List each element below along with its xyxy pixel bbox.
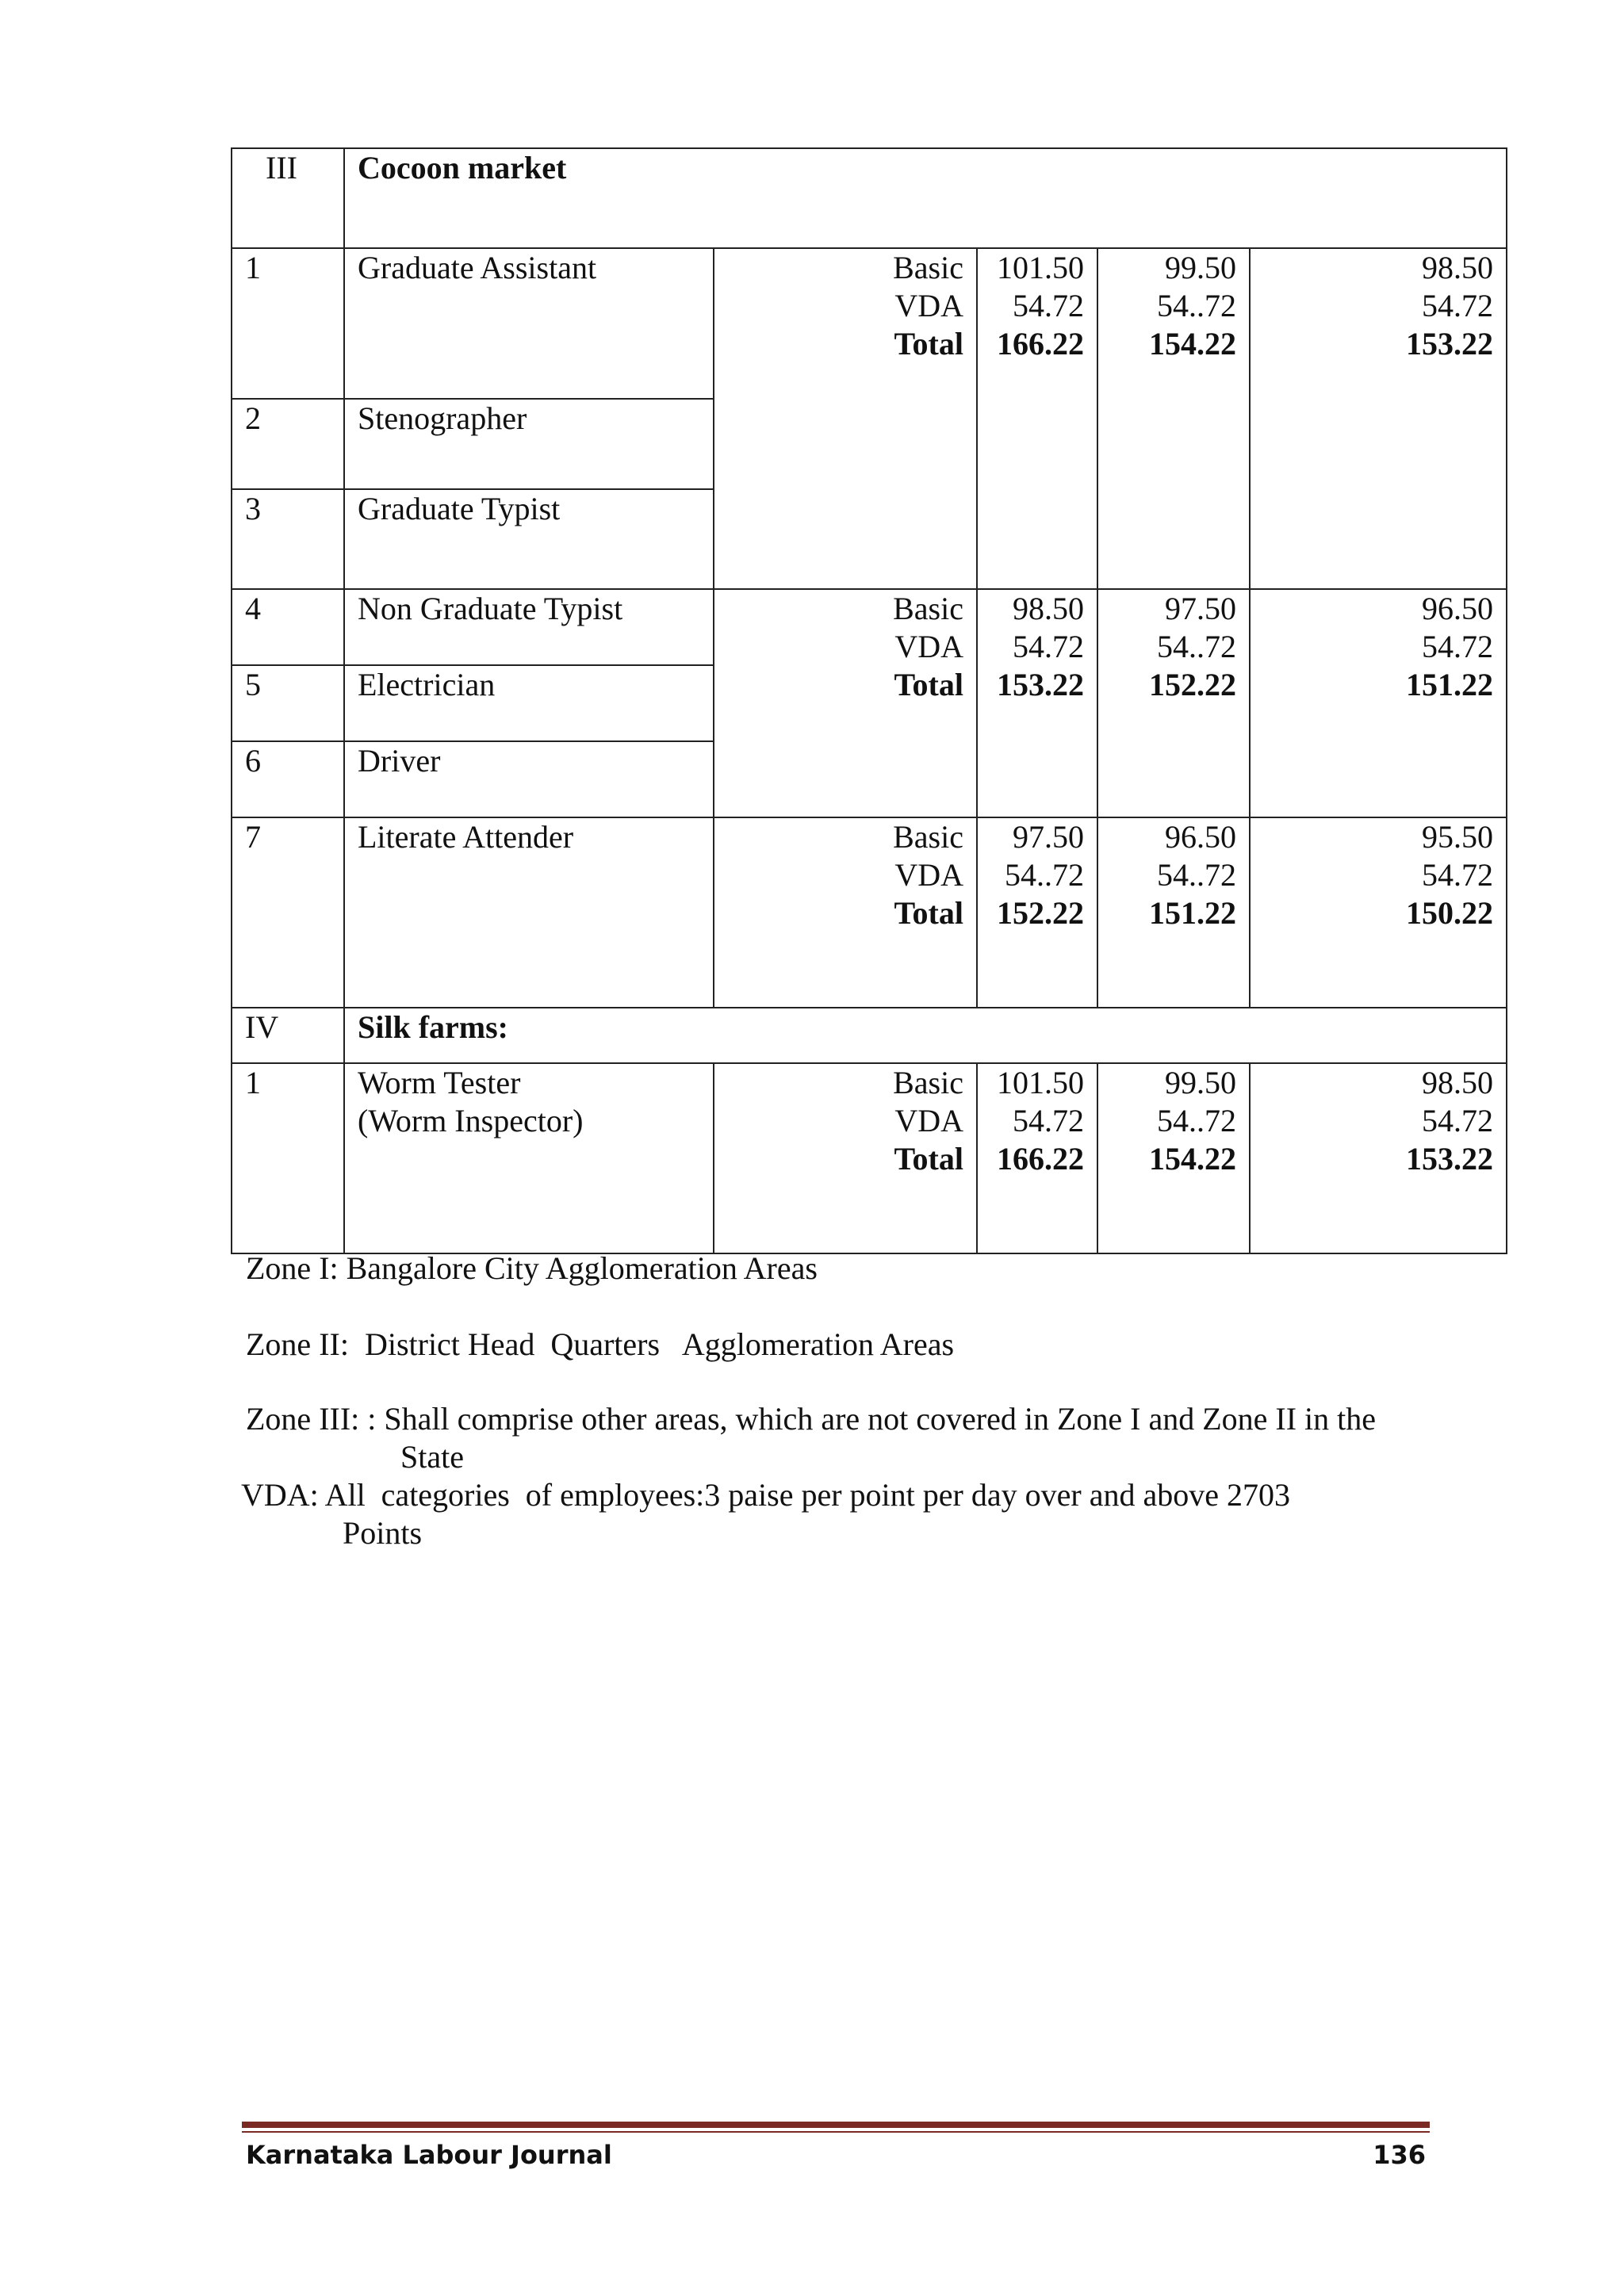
zone1-vda: 54.72 — [1013, 629, 1084, 664]
note-zone3-continuation: State — [400, 1439, 464, 1475]
zone2-basic: 99.50 — [1165, 250, 1236, 285]
zone3-pay-cell — [1250, 817, 1507, 1008]
post-name-cell — [344, 1063, 714, 1253]
zone3-pay-cell — [1250, 589, 1507, 817]
zone3-vda: 54.72 — [1422, 857, 1494, 893]
zone2-pay-cell — [1097, 817, 1250, 1008]
wage-table — [231, 147, 1507, 1254]
post-name: Literate Attender — [344, 817, 714, 1008]
vda-label: VDA — [894, 288, 963, 323]
table-row — [232, 589, 1507, 665]
zone2-total: 152.22 — [1149, 667, 1236, 702]
zone1-total: 166.22 — [997, 1141, 1084, 1177]
journal-title: Karnataka Labour Journal — [246, 2140, 612, 2170]
zone2-vda: 54..72 — [1157, 857, 1236, 893]
post-name: Graduate Typist — [344, 489, 714, 589]
zone1-basic: 98.50 — [1013, 591, 1084, 626]
zone1-pay-cell — [977, 1063, 1097, 1253]
zone2-vda: 54..72 — [1157, 629, 1236, 664]
zone2-total: 154.22 — [1149, 326, 1236, 362]
zone3-pay-cell — [1250, 1063, 1507, 1253]
zone1-basic: 97.50 — [1013, 819, 1084, 855]
total-label: Total — [894, 326, 963, 362]
zone3-pay-cell — [1250, 248, 1507, 589]
zone2-pay-cell — [1097, 1063, 1250, 1253]
zone3-total: 150.22 — [1406, 895, 1494, 931]
post-number: 2 — [232, 399, 344, 489]
post-name: Stenographer — [344, 399, 714, 489]
zone2-basic: 96.50 — [1165, 819, 1236, 855]
zone3-total: 153.22 — [1406, 326, 1494, 362]
zone3-vda: 54.72 — [1422, 1103, 1494, 1138]
zone1-basic: 101.50 — [997, 1065, 1084, 1100]
page-number: 136 — [1373, 2140, 1426, 2170]
note-vda: VDA: All categories of employees:3 paise per point per day over and above 2703 — [241, 1477, 1290, 1513]
note-zone2: Zone II: District Head Quarters Agglomeration Areas — [246, 1326, 955, 1362]
pay-labels-cell — [714, 817, 977, 1008]
post-name: Non Graduate Typist — [344, 589, 714, 665]
zone1-vda: 54..72 — [1005, 857, 1084, 893]
zone1-vda: 54.72 — [1013, 1103, 1084, 1138]
post-number: 1 — [232, 248, 344, 399]
zone1-total: 152.22 — [997, 895, 1084, 931]
zone1-vda: 54.72 — [1013, 288, 1084, 323]
post-number: 1 — [232, 1063, 344, 1253]
footer-rule-thin — [242, 2131, 1430, 2133]
post-name: Electrician — [344, 665, 714, 741]
zone2-basic: 97.50 — [1165, 591, 1236, 626]
zone1-total: 166.22 — [997, 326, 1084, 362]
basic-label: Basic — [893, 1065, 963, 1100]
zone1-basic: 101.50 — [997, 250, 1084, 285]
zone2-total: 154.22 — [1149, 1141, 1236, 1177]
vda-label: VDA — [894, 857, 963, 893]
zone3-total: 151.22 — [1406, 667, 1494, 702]
zone3-basic: 95.50 — [1422, 819, 1494, 855]
post-number: 4 — [232, 589, 344, 665]
total-label: Total — [894, 667, 963, 702]
zone2-pay-cell — [1097, 248, 1250, 589]
zone2-vda: 54..72 — [1157, 1103, 1236, 1138]
zone1-pay-cell — [977, 248, 1097, 589]
post-name-secondary: (Worm Inspector) — [358, 1103, 584, 1138]
table-row — [232, 1063, 1507, 1253]
post-name: Worm Tester — [358, 1065, 521, 1100]
zone3-vda: 54.72 — [1422, 288, 1494, 323]
vda-label: VDA — [894, 1103, 963, 1138]
table-row — [232, 248, 1507, 399]
zone2-total: 151.22 — [1149, 895, 1236, 931]
post-number: 7 — [232, 817, 344, 1008]
section-number: IV — [232, 1008, 344, 1063]
zone2-pay-cell — [1097, 589, 1250, 817]
post-number: 3 — [232, 489, 344, 589]
zone3-total: 153.22 — [1406, 1141, 1494, 1177]
pay-labels-cell — [714, 589, 977, 817]
post-number: 5 — [232, 665, 344, 741]
post-name: Graduate Assistant — [344, 248, 714, 399]
section-row — [232, 148, 1507, 248]
zone1-total: 153.22 — [997, 667, 1084, 702]
zone2-vda: 54..72 — [1157, 288, 1236, 323]
section-number: III — [232, 148, 344, 248]
section-title: Cocoon market — [344, 148, 1507, 248]
footer-rule — [242, 2122, 1430, 2128]
pay-labels-cell — [714, 1063, 977, 1253]
zone1-pay-cell — [977, 589, 1097, 817]
basic-label: Basic — [893, 250, 963, 285]
note-vda-continuation: Points — [343, 1515, 423, 1551]
zone3-basic: 96.50 — [1422, 591, 1494, 626]
section-title: Silk farms: — [344, 1008, 1507, 1063]
note-zone1: Zone I: Bangalore City Agglomeration Areas — [246, 1250, 818, 1286]
zone1-pay-cell — [977, 817, 1097, 1008]
total-label: Total — [894, 895, 963, 931]
basic-label: Basic — [893, 819, 963, 855]
basic-label: Basic — [893, 591, 963, 626]
pay-labels-cell — [714, 248, 977, 589]
zone3-vda: 54.72 — [1422, 629, 1494, 664]
post-number: 6 — [232, 741, 344, 817]
note-zone3: Zone III: : Shall comprise other areas, which are not covered in Zone I and Zone II in the — [246, 1401, 1377, 1437]
post-name: Driver — [344, 741, 714, 817]
zone2-basic: 99.50 — [1165, 1065, 1236, 1100]
table-row — [232, 817, 1507, 1008]
zone3-basic: 98.50 — [1422, 1065, 1494, 1100]
total-label: Total — [894, 1141, 963, 1177]
zone3-basic: 98.50 — [1422, 250, 1494, 285]
vda-label: VDA — [894, 629, 963, 664]
section-row — [232, 1008, 1507, 1063]
